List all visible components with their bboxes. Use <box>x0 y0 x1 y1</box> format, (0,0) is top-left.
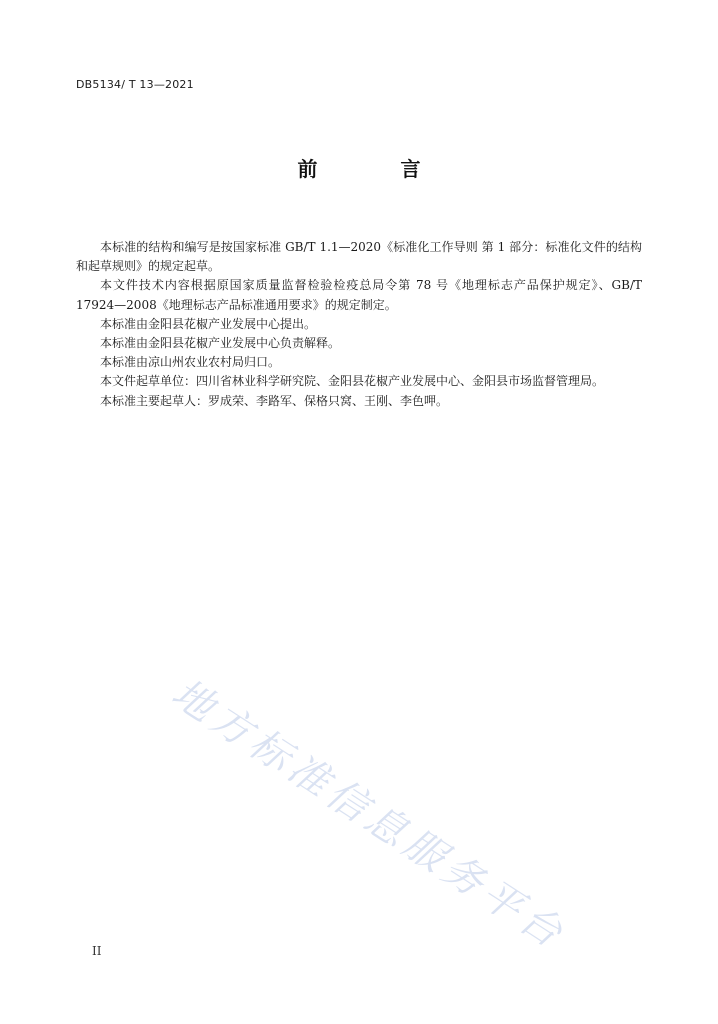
preface-body <box>76 238 642 411</box>
paragraph: 本标准的结构和编写是按国家标准 GB/T 1.1—2020《标准化工作导则 第 1 部分：标准化文件的结构和起草规则》的规定起草。 <box>76 240 642 274</box>
page-number: II <box>92 944 102 958</box>
paragraph: 本标准由金阳县花椒产业发展中心负责解释。 <box>100 336 341 351</box>
watermark: 地方标准信息服务平台 <box>163 670 575 960</box>
paragraph: 本文件技术内容根据原国家质量监督检验检疫总局令第 78 号《地理标志产品保护规定》、GB/T 17924—2008《地理标志产品标准通用要求》的规定制定。 <box>76 278 642 312</box>
paragraph: 本标准由金阳县花椒产业发展中心提出。 <box>100 316 317 331</box>
paragraph: 本文件起草单位：四川省林业科学研究院、金阳县花椒产业发展中心、金阳县市场监督管理局。 <box>100 374 605 389</box>
paragraph: 本标准由凉山州农业农村局归口。 <box>100 355 281 370</box>
document-code: DB5134/ T 13—2021 <box>76 78 194 91</box>
page-title: 前 言 <box>297 157 459 181</box>
paragraph: 本标准主要起草人：罗成荣、李路军、保格只窝、王刚、李色呷。 <box>100 393 449 408</box>
